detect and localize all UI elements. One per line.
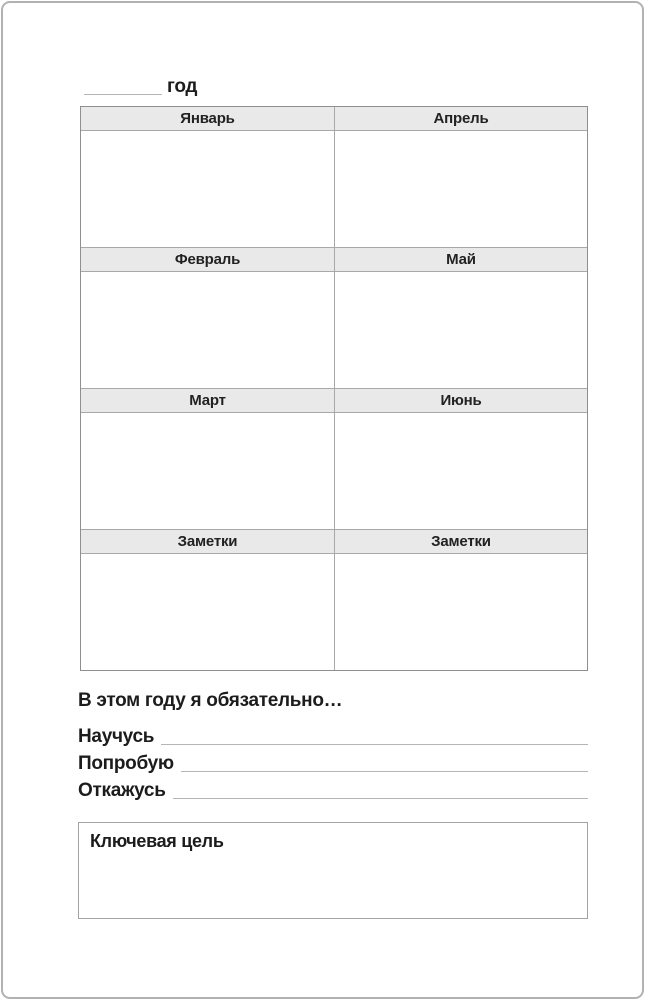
notes-area-right[interactable]	[334, 554, 587, 670]
month-header-june: Июнь	[334, 389, 587, 412]
goal-row-learn	[78, 721, 588, 748]
year-blank-line[interactable]	[84, 74, 162, 95]
goal-fill-line-try[interactable]	[181, 770, 588, 772]
notes-header-left: Заметки	[177, 533, 238, 550]
calendar-body-row	[81, 131, 587, 247]
calendar-body-row	[81, 413, 587, 529]
goals-title: В этом году я обязательно…	[78, 690, 343, 711]
notes-area-may[interactable]	[334, 272, 587, 388]
goals-section	[78, 690, 588, 802]
year-row	[84, 74, 197, 97]
notes-area-january[interactable]	[81, 131, 334, 247]
goal-label-quit: Откажусь	[78, 780, 166, 801]
calendar-header-row	[81, 247, 587, 272]
notes-area-june[interactable]	[334, 413, 587, 529]
goal-row-quit	[78, 775, 588, 802]
calendar-body-row	[81, 554, 587, 670]
month-header-march: Март	[189, 392, 226, 409]
month-header-february: Февраль	[174, 251, 241, 268]
notes-header-right: Заметки	[334, 530, 587, 553]
month-header-may: Май	[334, 248, 587, 271]
calendar-section-2	[81, 247, 587, 388]
calendar-header-row	[81, 529, 587, 554]
key-goal-box[interactable]	[78, 822, 588, 919]
calendar-section-4	[81, 529, 587, 670]
calendar-header-row	[81, 388, 587, 413]
calendar-section-1	[81, 107, 587, 247]
calendar-table	[80, 106, 588, 671]
goal-row-try	[78, 748, 588, 775]
notes-area-march[interactable]	[81, 413, 334, 529]
notes-area-february[interactable]	[81, 272, 334, 388]
goal-fill-line-learn[interactable]	[161, 743, 588, 745]
goal-label-learn: Научусь	[78, 726, 155, 747]
year-label: год	[167, 76, 198, 97]
notes-area-left[interactable]	[81, 554, 334, 670]
goal-label-try: Попробую	[78, 753, 174, 774]
calendar-body-row	[81, 272, 587, 388]
calendar-header-row	[81, 107, 587, 131]
month-header-april: Апрель	[334, 107, 587, 130]
goal-fill-line-quit[interactable]	[173, 797, 588, 799]
notes-area-april[interactable]	[334, 131, 587, 247]
month-header-january: Январь	[180, 110, 235, 127]
calendar-section-3	[81, 388, 587, 529]
key-goal-label: Ключевая цель	[90, 831, 224, 851]
